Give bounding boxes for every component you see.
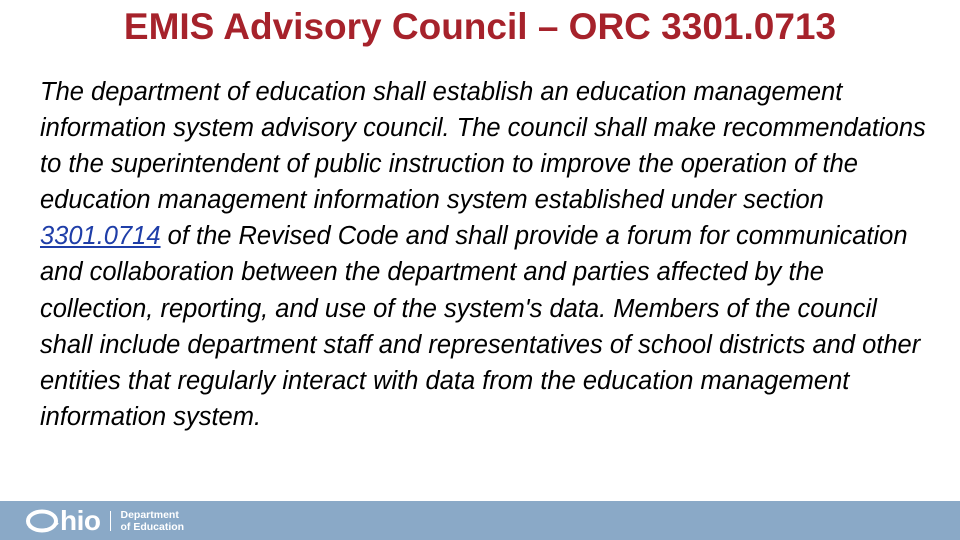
department-line-2: of Education [120,521,185,533]
logo-divider [110,511,111,531]
body-paragraph [40,74,930,435]
ohio-logo-wordmark: hio [60,505,101,536]
department-name [121,509,185,533]
ohio-logo-o-icon [26,509,60,533]
department-line-1: Department [120,509,179,521]
body-text-start: The department of education shall establish an education management information system advisory council. The council shall make recommendations to the superintendent of public instruction to improve the operation of the education management information system established under section [40,78,926,215]
ohio-department-of-education-logo [26,507,184,535]
body-text-end: of the Revised Code and shall provide a forum for communication and collaboration between the department and parties affected by the collection, reporting, and use of the system's data. Members of the council shall include department staff and representatives of school districts and other entities that regularly interact with data from the education management information system. [40,222,921,431]
slide-title: EMIS Advisory Council – ORC 3301.0713 [123,6,837,47]
footer-bar [0,501,960,540]
orc-3301-0714-link[interactable]: 3301.0714 [40,222,161,251]
